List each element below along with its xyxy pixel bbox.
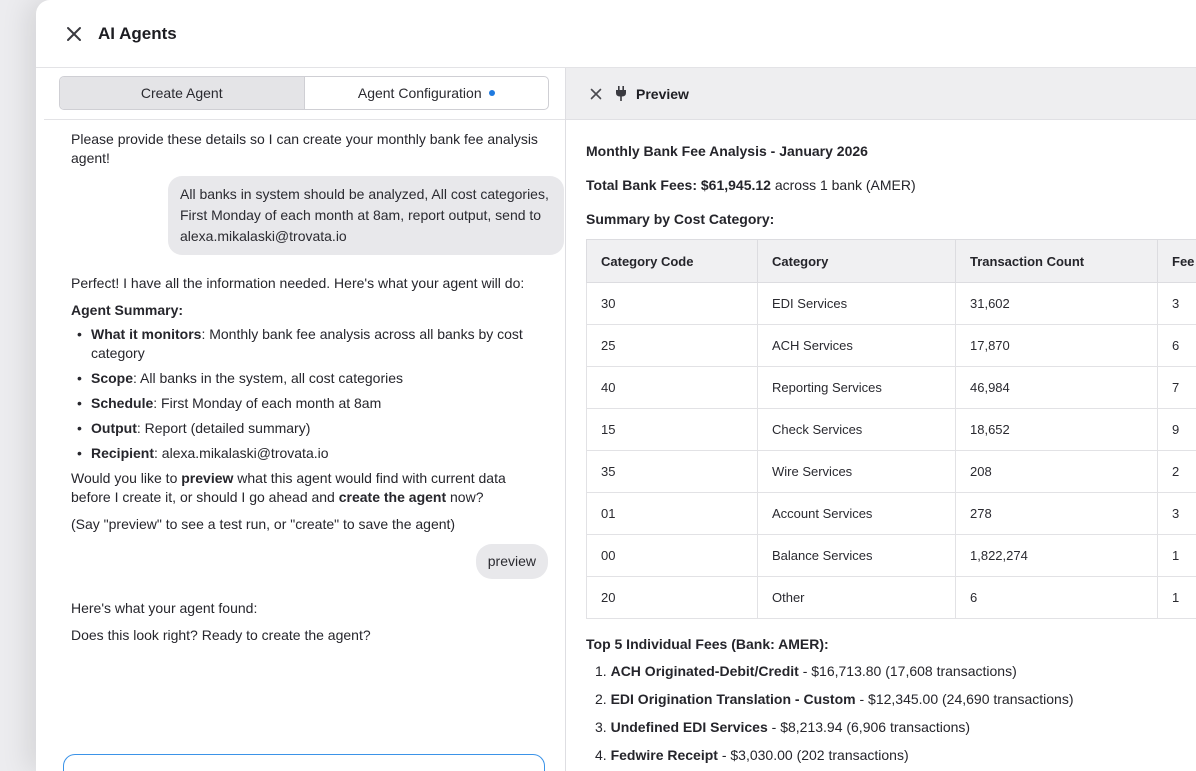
table-row (587, 535, 1196, 577)
fee-detail: - $12,345.00 (24,690 transactions) (855, 691, 1074, 707)
fee-name: Fedwire Receipt (610, 747, 718, 763)
ai-agents-window (36, 0, 1196, 771)
question-bold-create: create the agent (338, 489, 447, 505)
summary-value: : alexa.mikalaski@trovata.io (154, 445, 329, 461)
cell-fee: 6 (1158, 325, 1196, 367)
list-item (586, 662, 1196, 680)
chat-input[interactable] (63, 754, 545, 771)
summary-key: What it monitors (91, 326, 202, 342)
summary-value: : Report (detailed summary) (136, 420, 311, 436)
fee-name: ACH Originated-Debit/Credit (610, 663, 799, 679)
assistant-message-question (71, 469, 549, 507)
tab-create-agent-label: Create Agent (140, 85, 223, 101)
item-number: 3. (595, 719, 611, 735)
cell-fee: 7 (1158, 367, 1196, 409)
question-bold-preview: preview (181, 470, 234, 486)
close-preview-icon[interactable] (590, 88, 602, 100)
cell-code: 20 (587, 577, 758, 619)
preview-panel (566, 68, 1196, 771)
fee-name: Undefined EDI Services (610, 719, 768, 735)
cell-count: 31,602 (956, 283, 1158, 325)
user-message-bubble: All banks in system should be analyzed, All cost categories, First Monday of each month at 8am, report output, send to alexa.mikalaski@trovata.io (168, 176, 564, 255)
report-heading: Monthly Bank Fee Analysis - January 2026 (586, 143, 868, 159)
assistant-message-perfect: Perfect! I have all the information needed. Here's what your agent will do: (71, 275, 525, 291)
assistant-message-found: Here's what your agent found: (71, 600, 258, 616)
cost-category-table (586, 239, 1196, 619)
tab-bar (44, 68, 565, 120)
summary-item-scope (71, 369, 549, 388)
total-fees-label: Total Bank Fees: $61,945.12 (586, 177, 771, 193)
summary-value: : Monthly bank fee analysis across all banks by cost category (91, 326, 523, 361)
window-title: AI Agents (98, 23, 177, 43)
cell-fee: 1 (1158, 535, 1196, 577)
item-number: 2. (595, 691, 611, 707)
chat-panel (44, 68, 566, 771)
agent-summary-title: Agent Summary: (71, 302, 184, 318)
cell-code: 15 (587, 409, 758, 451)
item-number: 4. (595, 747, 611, 763)
list-item (586, 690, 1196, 708)
preview-title: Preview (636, 85, 689, 102)
tab-agent-configuration[interactable] (305, 77, 549, 109)
question-text: Would you like to (71, 470, 182, 486)
cell-fee: 1 (1158, 577, 1196, 619)
fee-name: EDI Origination Translation - Custom (610, 691, 856, 707)
title-bar (36, 0, 1196, 68)
cell-code: 00 (587, 535, 758, 577)
item-number: 1. (595, 663, 611, 679)
cell-category: Balance Services (758, 535, 956, 577)
cell-code: 25 (587, 325, 758, 367)
cell-count: 18,652 (956, 409, 1158, 451)
fee-detail: - $8,213.94 (6,906 transactions) (767, 719, 971, 735)
column-header: Transaction Count (956, 240, 1158, 283)
summary-item-recipient (71, 444, 549, 463)
table-header-row (587, 240, 1196, 283)
user-reply-row (71, 544, 549, 579)
cell-category: Reporting Services (758, 367, 956, 409)
user-reply-bubble: preview (476, 544, 548, 579)
unsaved-indicator-dot (489, 90, 495, 96)
cell-code: 01 (587, 493, 758, 535)
assistant-message-hint: (Say "preview" to see a test run, or "create" to save the agent) (71, 516, 456, 532)
cell-category: EDI Services (758, 283, 956, 325)
assistant-message-intro: Please provide these details so I can create your monthly bank fee analysis agent! (71, 131, 538, 166)
summary-key: Schedule (91, 395, 154, 411)
cell-category: ACH Services (758, 325, 956, 367)
preview-header (566, 68, 1196, 120)
summary-key: Recipient (91, 445, 155, 461)
total-fees-suffix: across 1 bank (AMER) (770, 177, 916, 193)
summary-item-schedule (71, 394, 549, 413)
cell-count: 17,870 (956, 325, 1158, 367)
table-row (587, 493, 1196, 535)
cell-code: 40 (587, 367, 758, 409)
list-item (586, 718, 1196, 736)
column-header: Category Code (587, 240, 758, 283)
cell-code: 35 (587, 451, 758, 493)
cell-fee: 3 (1158, 283, 1196, 325)
cell-count: 208 (956, 451, 1158, 493)
table-row (587, 367, 1196, 409)
summary-value: : All banks in the system, all cost categories (133, 370, 404, 386)
total-fees-line (586, 176, 1196, 194)
close-icon[interactable] (66, 26, 82, 42)
cell-count: 1,822,274 (956, 535, 1158, 577)
fee-detail: - $16,713.80 (17,608 transactions) (798, 663, 1017, 679)
cell-category: Check Services (758, 409, 956, 451)
table-row (587, 325, 1196, 367)
cell-count: 46,984 (956, 367, 1158, 409)
summary-item-monitors (71, 325, 549, 363)
cell-category: Other (758, 577, 956, 619)
preview-content (566, 120, 1196, 764)
cell-fee: 3 (1158, 493, 1196, 535)
plug-icon (615, 86, 627, 101)
cell-category: Account Services (758, 493, 956, 535)
agent-summary-list (71, 325, 549, 463)
table-row (587, 577, 1196, 619)
assistant-message-confirm: Does this look right? Ready to create the agent? (71, 627, 371, 643)
cell-category: Wire Services (758, 451, 956, 493)
list-item (586, 746, 1196, 764)
table-row (587, 283, 1196, 325)
chat-transcript (44, 120, 565, 645)
column-header: Fee (1158, 240, 1196, 283)
summary-value: : First Monday of each month at 8am (153, 395, 382, 411)
question-text: what this agent would find with current data before I create it, or should I go ahead and (71, 470, 506, 505)
summary-heading: Summary by Cost Category: (586, 211, 775, 227)
top5-list (586, 662, 1196, 764)
summary-key: Output (91, 420, 137, 436)
summary-key: Scope (91, 370, 134, 386)
tab-agent-configuration-label: Agent Configuration (357, 85, 482, 101)
cell-code: 30 (587, 283, 758, 325)
cell-count: 278 (956, 493, 1158, 535)
top5-heading: Top 5 Individual Fees (Bank: AMER): (586, 636, 829, 652)
cell-count: 6 (956, 577, 1158, 619)
cell-fee: 2 (1158, 451, 1196, 493)
summary-item-output (71, 419, 549, 438)
table-row (587, 409, 1196, 451)
question-text: now? (446, 489, 484, 505)
table-row (587, 451, 1196, 493)
tab-group (59, 76, 549, 110)
cell-fee: 9 (1158, 409, 1196, 451)
fee-detail: - $3,030.00 (202 transactions) (717, 747, 909, 763)
tab-create-agent[interactable] (60, 77, 305, 109)
column-header: Category (758, 240, 956, 283)
